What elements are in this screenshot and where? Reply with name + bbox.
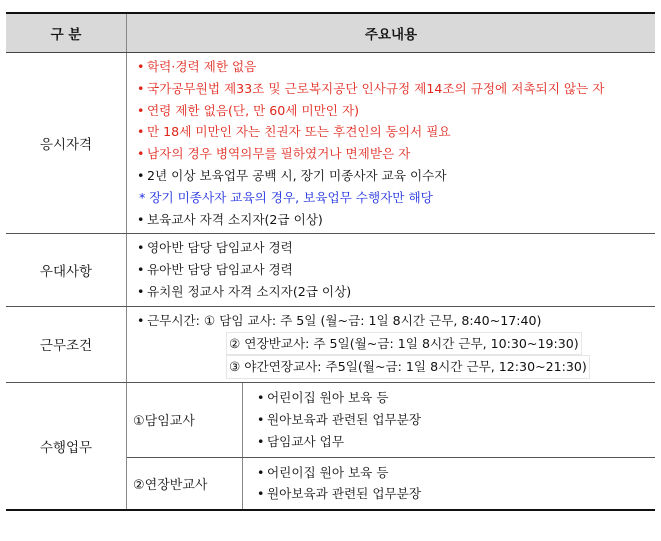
qualification-row: [6, 53, 655, 234]
preference-content: [127, 234, 656, 306]
duty-item: • 어린이집 원아 보육 등: [257, 464, 389, 480]
qualification-label: 응시자격: [6, 53, 127, 234]
duties-label: 수행업무: [6, 383, 127, 510]
qualification-item: • 연령 제한 없음(단, 만 60세 미만인 자): [137, 102, 360, 118]
preference-item: • 영아반 담당 담임교사 경력: [137, 240, 293, 256]
qualification-item: • 학력·경력 제한 없음: [137, 59, 257, 74]
duty-item: • 원아보육과 관련된 업무분장: [257, 411, 421, 427]
preference-item: • 유치원 정교사 자격 소지자(2급 이상): [137, 283, 352, 299]
qualification-item: • 2년 이상 보육업무 공백 시, 장기 미종사자 교육 이수자: [137, 167, 447, 183]
conditions-content: [127, 306, 656, 382]
preference-item: • 유아반 담당 담임교사 경력: [137, 262, 293, 278]
conditions-row: [6, 306, 655, 382]
conditions-line: ③ 야간연장교사: 주5일(월~금: 1일 8시간 근무, 12:30~21:30): [137, 355, 647, 379]
qualification-item: • 만 18세 미만인 자는 친권자 또는 후견인의 동의서 필요: [137, 124, 451, 140]
duty-item: • 어린이집 원아 보육 등: [257, 390, 389, 406]
qualification-content: [127, 53, 656, 234]
duty-items-extended: [243, 457, 656, 510]
conditions-line: ② 연장반교사: 주 5일(월~금: 1일 8시간 근무, 10:30~19:30): [137, 332, 647, 356]
conditions-line: • 근무시간: ① 담임 교사: 주 5일 (월~금: 1일 8시간 근무, 8:40~17:40): [137, 312, 542, 328]
qualification-note: * 장기 미종사자 교육의 경우, 보육업무 수행자만 해당: [139, 189, 433, 205]
duty-role-extended: ②연장반교사: [127, 457, 243, 510]
header-content: 주요내용: [127, 13, 656, 53]
qualification-item: • 남자의 경우 병역의무를 필하였거나 면제받은 자: [137, 146, 411, 162]
header-category: 구 분: [6, 13, 127, 53]
header-row: [6, 13, 655, 53]
qualification-item: • 보육교사 자격 소지자(2급 이상): [137, 211, 323, 227]
preference-label: 우대사항: [6, 234, 127, 306]
duty-items-homeroom: [243, 383, 656, 457]
duty-role-homeroom: ①담임교사: [127, 383, 243, 457]
duty-item: • 원아보육과 관련된 업무분장: [257, 486, 421, 502]
conditions-label: 근무조건: [6, 306, 127, 382]
recruitment-table: [6, 12, 655, 511]
duty-item: • 담임교사 업무: [257, 433, 344, 449]
preference-row: [6, 234, 655, 306]
duties-row-homeroom: [6, 383, 655, 457]
qualification-item: • 국가공무원법 제33조 및 근로복지공단 인사규정 제14조의 규정에 저촉되지 않는 자: [137, 80, 605, 96]
